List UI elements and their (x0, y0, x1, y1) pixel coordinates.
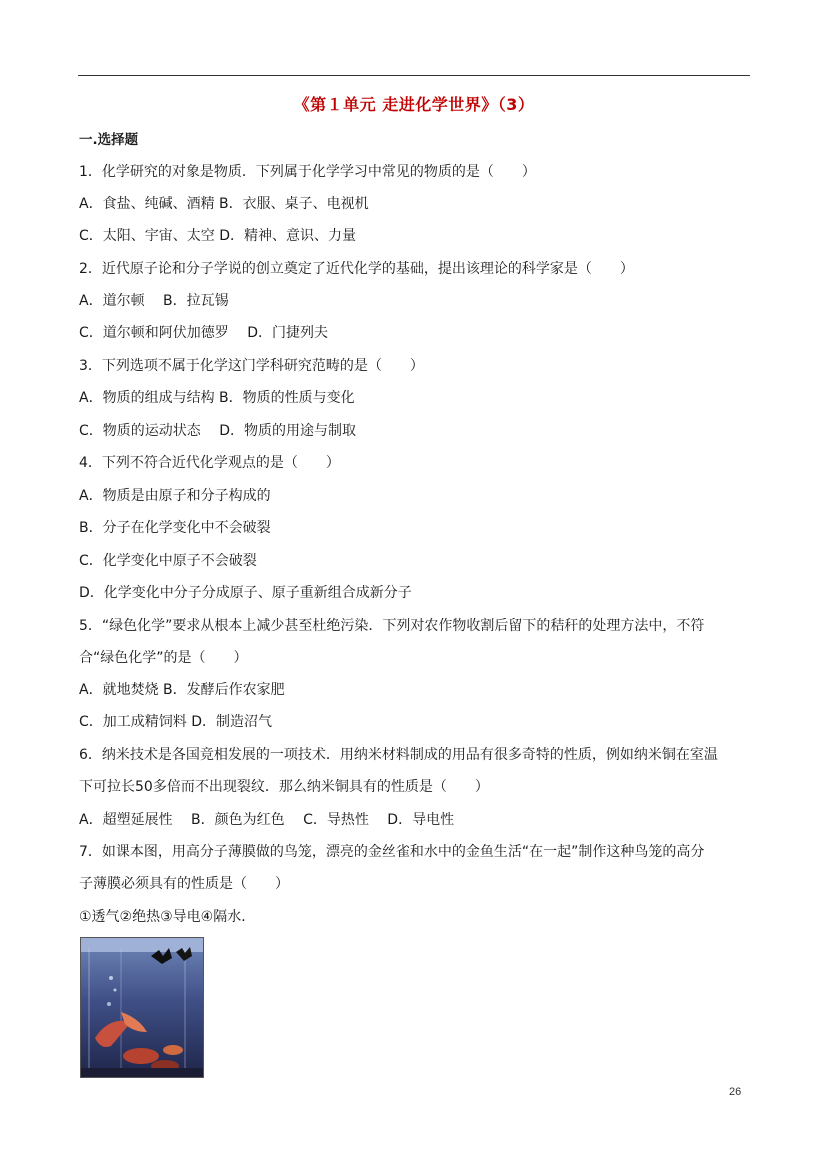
text-line: 合“绿色化学”的是（ ） (79, 650, 248, 666)
text-line: 7．如课本图，用高分子薄膜做的鸟笼，漂亮的金丝雀和水中的金鱼生活“在一起”制作这种鸟笼的高分 (79, 844, 705, 860)
text-line: 5．“绿色化学”要求从根本上减少甚至杜绝污染．下列对农作物收割后留下的秸秆的处理方法中，不符 (79, 618, 705, 634)
photo-icon (81, 938, 204, 1078)
text-line: A．就地焚烧 B．发酵后作农家肥 (79, 682, 285, 698)
text-line: C．太阳、宇宙、太空 D．精神、意识、力量 (79, 228, 357, 244)
text-line: 下可拉长50多倍而不出现裂纹．那么纳米铜具有的性质是（ ） (79, 779, 489, 795)
text-line: A．物质的组成与结构 B．物质的性质与变化 (79, 390, 355, 406)
text-line: 6．纳米技术是各国竞相发展的一项技术．用纳米材料制成的用品有很多奇特的性质，例如纳米铜在室温 (79, 747, 718, 763)
birdcage-fish-image (80, 937, 204, 1078)
text-line: 4．下列不符合近代化学观点的是（ ） (79, 455, 340, 471)
page-title: 《第１单元 走进化学世界》（3） (293, 95, 535, 114)
page-number: 26 (729, 1086, 742, 1098)
text-line: C．化学变化中原子不会破裂 (79, 553, 257, 569)
text-line: 子薄膜必须具有的性质是（ ） (79, 876, 289, 892)
section-heading: 一.选择题 (79, 132, 139, 148)
text-line: 2．近代原子论和分子学说的创立奠定了近代化学的基础，提出该理论的科学家是（ ） (79, 261, 634, 277)
text-line: D．化学变化中分子分成原子、原子重新组合成新分子 (79, 585, 412, 601)
text-line: C．道尔顿和阿伏加德罗 D．门捷列夫 (79, 325, 329, 341)
text-line: C．加工成精饲料 D．制造沼气 (79, 714, 273, 730)
text-line: B．分子在化学变化中不会破裂 (79, 520, 271, 536)
text-line: A．道尔顿 B．拉瓦锡 (79, 293, 229, 309)
text-line: A．超塑延展性 B．颜色为红色 C．导热性 D．导电性 (79, 812, 455, 828)
text-line: 1．化学研究的对象是物质．下列属于化学学习中常见的物质的是（ ） (79, 164, 536, 180)
text-line: 3．下列选项不属于化学这门学科研究范畴的是（ ） (79, 358, 424, 374)
header-rule (78, 75, 750, 76)
text-line: ①透气②绝热③导电④隔水． (79, 909, 256, 925)
text-line: A．食盐、纯碱、酒精 B．衣服、桌子、电视机 (79, 196, 369, 212)
text-line: C．物质的运动状态 D．物质的用途与制取 (79, 423, 357, 439)
text-line: A．物质是由原子和分子构成的 (79, 488, 271, 504)
